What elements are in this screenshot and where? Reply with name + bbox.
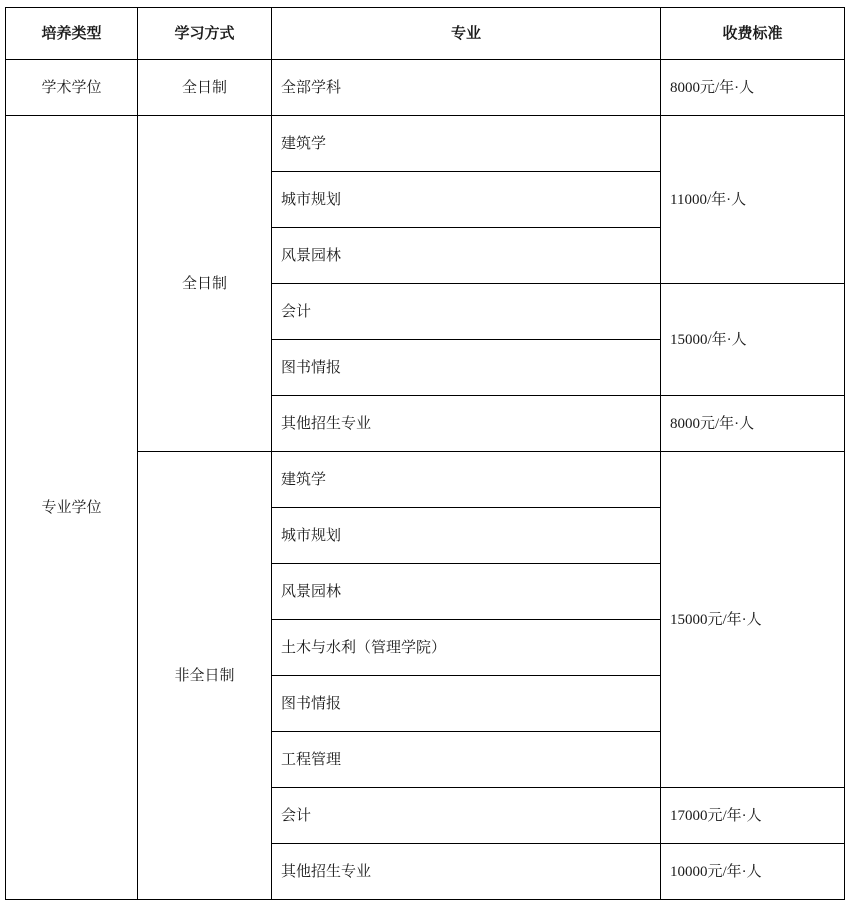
study-mode-cell: 全日制 <box>138 60 272 116</box>
tuition-table <box>5 7 845 900</box>
major-cell: 全部学科 <box>272 60 661 116</box>
header-study-mode: 学习方式 <box>138 8 272 60</box>
degree-type-cell: 学术学位 <box>6 60 138 116</box>
fee-cell: 8000元/年·人 <box>661 60 845 116</box>
fee-cell: 8000元/年·人 <box>661 396 845 452</box>
major-cell: 其他招生专业 <box>272 844 661 900</box>
major-cell: 图书情报 <box>272 340 661 396</box>
study-mode-cell: 非全日制 <box>138 452 272 900</box>
fee-cell: 17000元/年·人 <box>661 788 845 844</box>
fee-cell: 15000元/年·人 <box>661 452 845 788</box>
table-header-row <box>6 8 845 60</box>
fee-cell: 10000元/年·人 <box>661 844 845 900</box>
major-cell: 其他招生专业 <box>272 396 661 452</box>
major-cell: 图书情报 <box>272 676 661 732</box>
major-cell: 会计 <box>272 788 661 844</box>
table-row <box>6 116 845 172</box>
header-fee: 收费标准 <box>661 8 845 60</box>
major-cell: 城市规划 <box>272 172 661 228</box>
major-cell: 风景园林 <box>272 564 661 620</box>
tuition-fee-table <box>5 7 845 900</box>
header-major: 专业 <box>272 8 661 60</box>
study-mode-cell: 全日制 <box>138 116 272 452</box>
major-cell: 会计 <box>272 284 661 340</box>
fee-cell: 15000/年·人 <box>661 284 845 396</box>
major-cell: 土木与水利（管理学院） <box>272 620 661 676</box>
major-cell: 工程管理 <box>272 732 661 788</box>
major-cell: 建筑学 <box>272 452 661 508</box>
major-cell: 风景园林 <box>272 228 661 284</box>
major-cell: 城市规划 <box>272 508 661 564</box>
degree-type-cell: 专业学位 <box>6 116 138 900</box>
fee-cell: 11000/年·人 <box>661 116 845 284</box>
table-row <box>6 60 845 116</box>
major-cell: 建筑学 <box>272 116 661 172</box>
header-degree-type: 培养类型 <box>6 8 138 60</box>
